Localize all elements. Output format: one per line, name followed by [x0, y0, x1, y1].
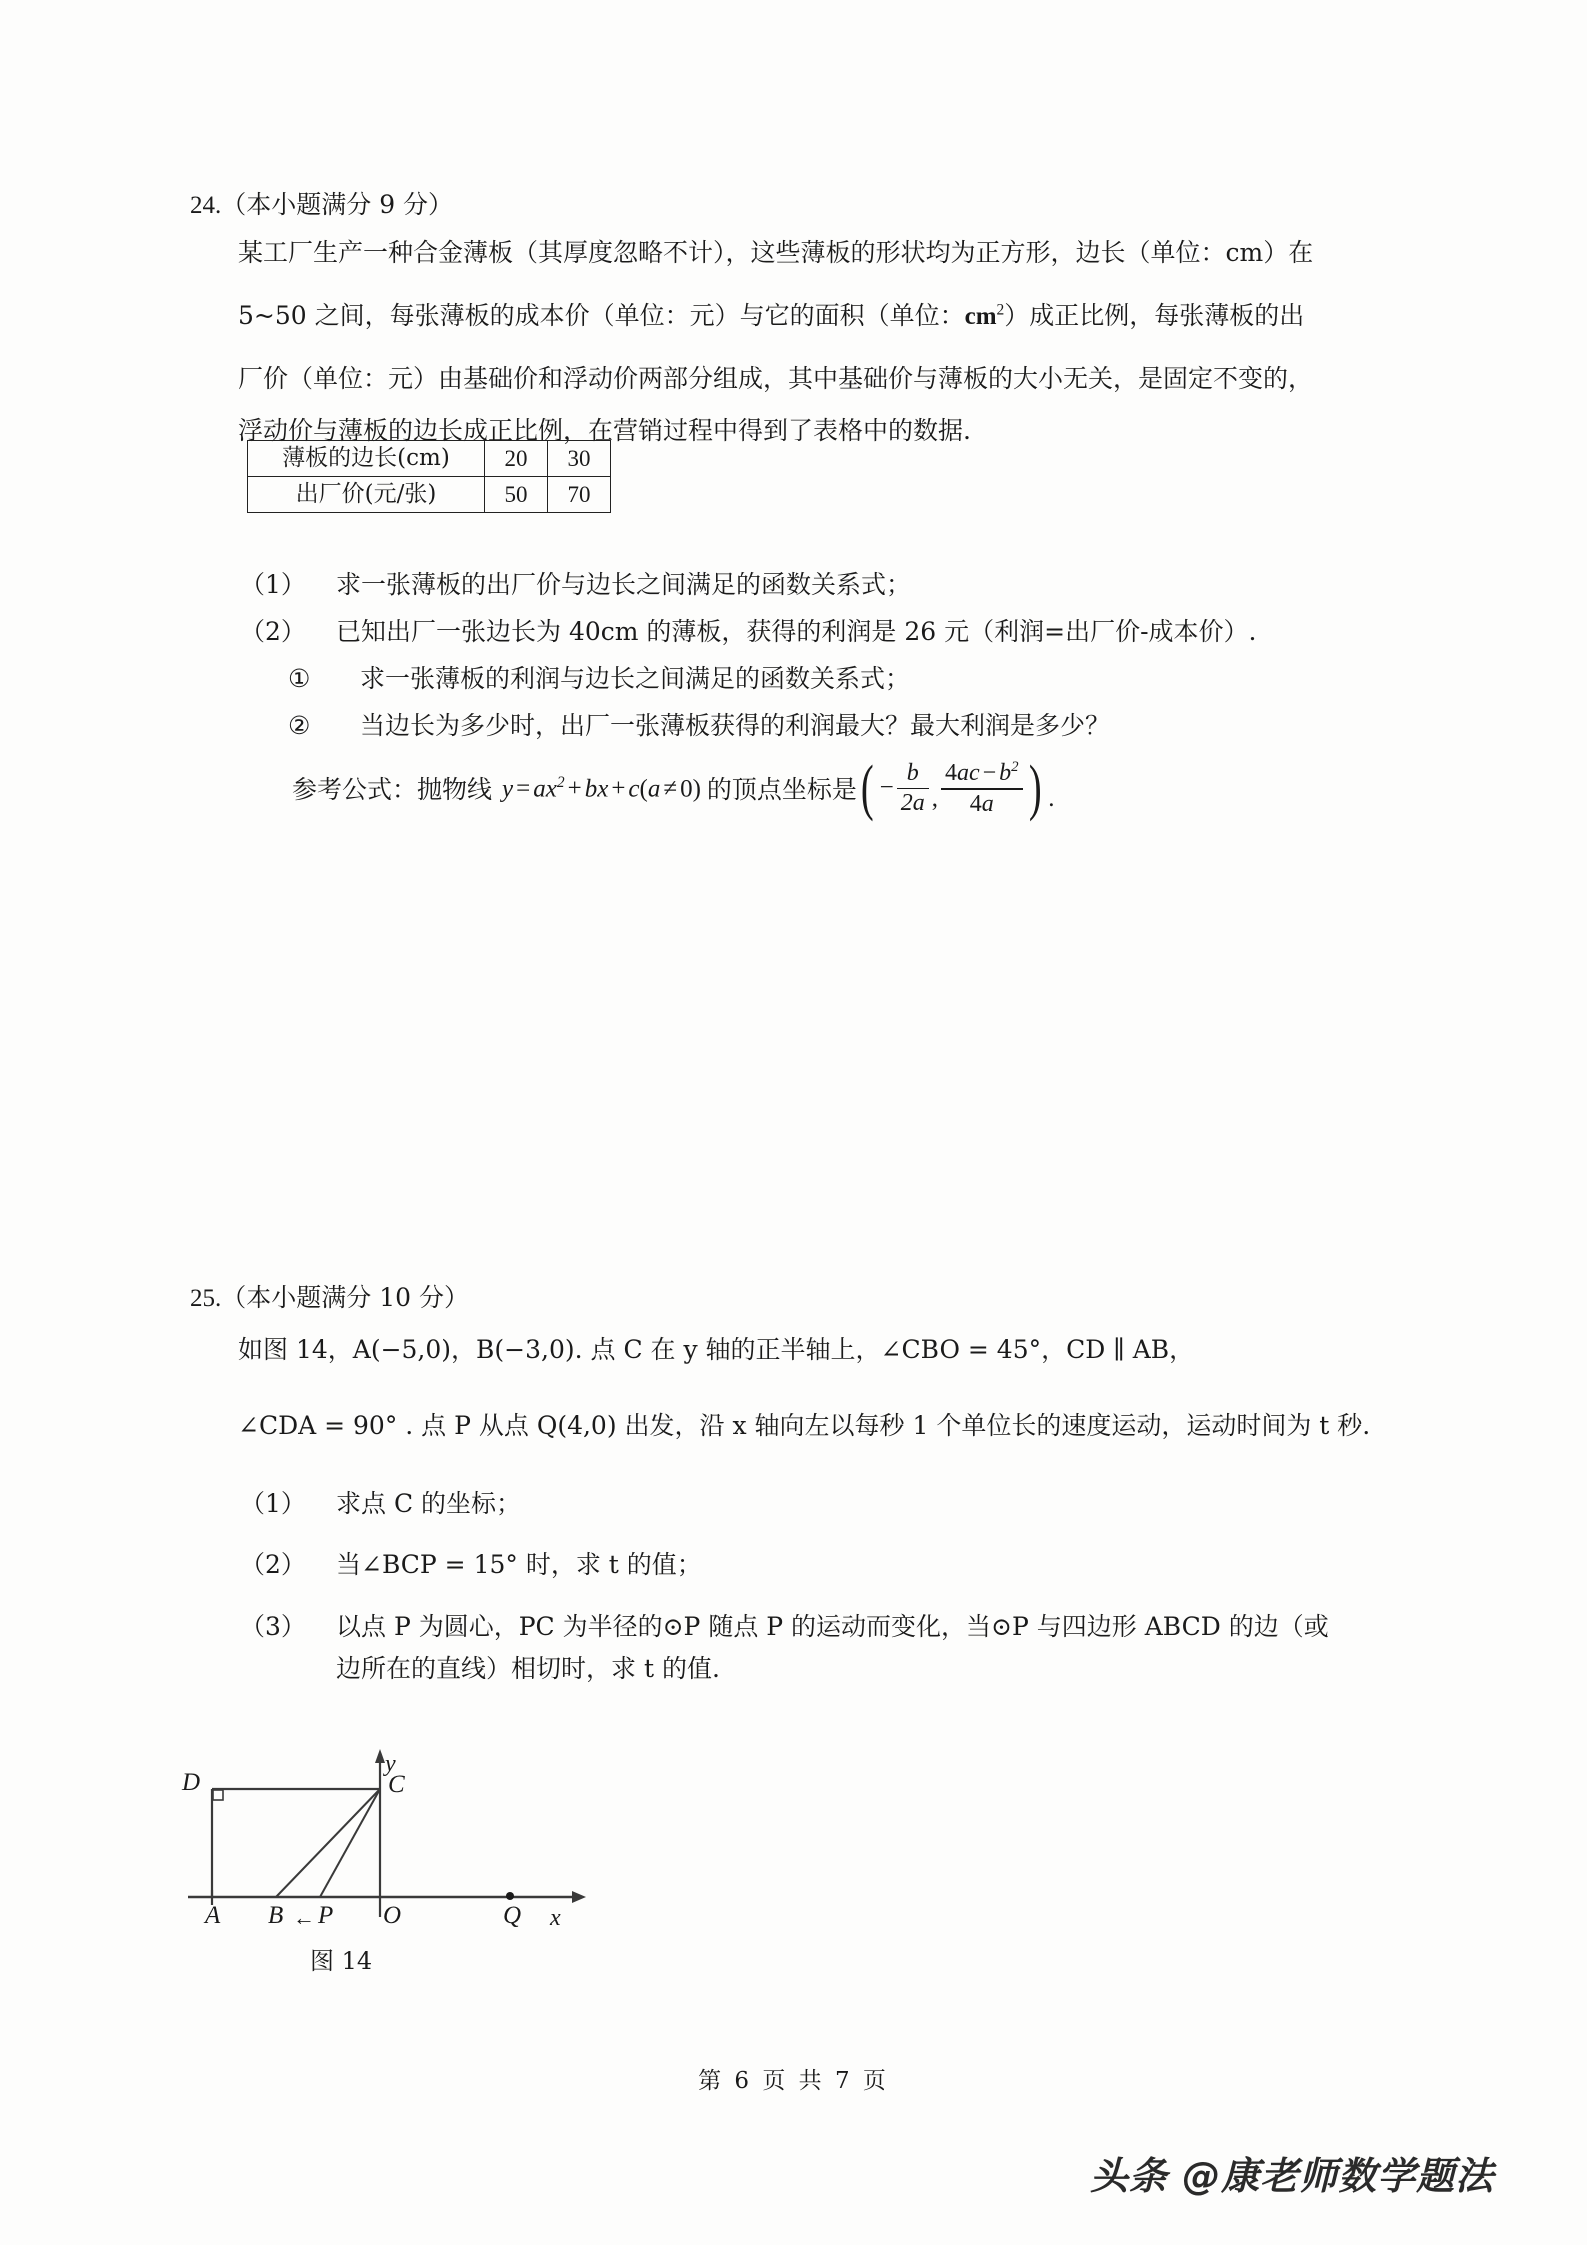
right-angle-mark-D — [213, 1790, 223, 1800]
problem-25-item-2 — [240, 1545, 702, 1581]
problem-24-body-line-3: 厂价（单位：元）由基础价和浮动价两部分组成，其中基础价与薄板的大小无关，是固定不变的， — [238, 364, 1314, 393]
table-row — [248, 441, 611, 477]
figure-14 — [180, 1745, 600, 1975]
vertex-y-fraction — [941, 760, 1023, 817]
left-paren: ( — [860, 754, 874, 823]
figure-label-P: P — [318, 1902, 334, 1929]
item-3-text: 以点 P 为圆心，PC 为半径的⊙P 随点 P 的运动而变化，当⊙P 与四边形 ABCD 的边（或 — [336, 1612, 1329, 1641]
item-1-text: 求一张薄板的出厂价与边长之间满足的函数关系式； — [336, 570, 912, 599]
problem-24-item-circled-2 — [288, 706, 1110, 742]
vertex-x-denominator: 2a — [900, 790, 925, 817]
problem-24-body-line-4: 浮动价与薄板的边长成正比例，在营销过程中得到了表格中的数据. — [238, 416, 971, 445]
body-line-2-part-b: ）成正比例，每张薄板的出 — [1004, 301, 1305, 330]
vertex-x-numerator: b — [906, 759, 919, 786]
problem-24-item-1 — [240, 565, 911, 601]
item-2-text: 已知出厂一张边长为 40cm 的薄板，获得的利润是 26 元（利润=出厂价-成本价）. — [336, 617, 1257, 646]
figure-label-C: C — [388, 1771, 405, 1798]
problem-25-number: 25. — [190, 1285, 222, 1312]
item-circled-2-text: 当边长为多少时，出厂一张薄板获得的利润最大？最大利润是多少？ — [360, 711, 1111, 740]
problem-25-item-3 — [240, 1607, 1329, 1643]
problem-25-header-text: （本小题满分 10 分） — [221, 1283, 469, 1312]
figure-label-y-axis: y — [385, 1751, 396, 1777]
problem-25-heading — [190, 1278, 469, 1314]
item-2-mark: （2） — [240, 617, 306, 646]
item-1-mark: （1） — [240, 570, 306, 599]
fraction-bar — [897, 788, 929, 790]
problem-24-body-line-2 — [238, 300, 1304, 332]
figure-label-O: O — [383, 1902, 402, 1929]
right-paren: ) — [1028, 754, 1042, 823]
item-1-text: 求点 C 的坐标； — [336, 1489, 522, 1518]
point-Q-dot — [506, 1892, 514, 1900]
left-arrow-icon: ← — [293, 1905, 315, 1930]
watermark: 头条 @康老师数学题法 — [1090, 2154, 1495, 2198]
row-1-label: 出厂价(元/张) — [248, 477, 485, 513]
problem-25-item-3-continued — [336, 1649, 720, 1685]
item-circled-1-mark: ① — [288, 664, 311, 693]
formula-tail: . — [1048, 784, 1055, 812]
body-line-2-part-a: 5~50 之间，每张薄板的成本价（单位：元）与它的面积（单位： — [238, 301, 965, 330]
reference-formula: 参考公式：抛物线 $y = ax^2$ + bx + c(a ≠ 0) 的顶点坐标是 ( − $\frac{b}{2a}$ , $\frac{4ac - b^2}{4a}$ ) . — [292, 760, 1058, 817]
fraction-bar — [941, 788, 1023, 790]
page-footer: 第 6 页 共 7 页 — [698, 2068, 889, 2094]
figure-caption: 图 14 — [310, 1947, 373, 1975]
figure-label-B: B — [268, 1902, 284, 1929]
item-1-mark: （1） — [240, 1489, 306, 1518]
unit-cm: cm — [964, 303, 997, 330]
item-2-text: 当∠BCP = 15° 时，求 t 的值； — [336, 1550, 702, 1579]
unit-cm-exponent: 2 — [996, 301, 1005, 319]
problem-25-body-line-2: ∠CDA = 90° . 点 P 从点 Q(4,0) 出发，沿 x 轴向左以每秒 1 个单位长的速度运动，运动时间为 t 秒. — [238, 1411, 1371, 1440]
板材数据表 — [247, 440, 611, 513]
problem-24-body-line-1: 某工厂生产一种合金薄板（其厚度忽略不计），这些薄板的形状均为正方形，边长（单位：cm）在 — [238, 238, 1314, 267]
problem-24-item-2 — [240, 612, 1256, 648]
formula-lead: 参考公式：抛物线 — [292, 775, 493, 805]
figure-label-A: A — [205, 1902, 221, 1929]
row-1-value-0: 50 — [485, 477, 548, 513]
item-3-mark: （3） — [240, 1612, 306, 1641]
vertex-y-denominator: 4a — [969, 790, 994, 817]
formula-mid: 的顶点坐标是 — [706, 775, 857, 805]
figure-label-Q: Q — [503, 1902, 522, 1929]
problem-24-header-text: （本小题满分 9 分） — [221, 190, 454, 219]
table-row — [248, 477, 611, 513]
y-axis-arrow — [375, 1749, 385, 1763]
vertex-y-numerator: $4ac - b^2$ — [944, 759, 1019, 786]
row-0-label: 薄板的边长(cm) — [248, 441, 485, 477]
problem-24-item-circled-1 — [288, 659, 910, 695]
x-axis-arrow — [572, 1891, 586, 1903]
formula-equation: $y = ax^2$ + bx + c(a ≠ 0) — [502, 773, 701, 803]
vertex-x-fraction — [897, 761, 929, 817]
row-1-value-1: 70 — [548, 477, 611, 513]
item-circled-1-text: 求一张薄板的利润与边长之间满足的函数关系式； — [360, 664, 911, 693]
row-0-value-1: 30 — [548, 441, 611, 477]
problem-25-body-line-1: 如图 14，A(−5,0)，B(−3,0). 点 C 在 y 轴的正半轴上，∠CBO = 45°，CD ∥ AB， — [238, 1335, 1195, 1364]
problem-24-heading — [190, 185, 453, 221]
problem-24-number: 24. — [190, 192, 222, 219]
figure-label-x-axis: x — [550, 1905, 561, 1931]
item-circled-2-mark: ② — [288, 711, 311, 740]
figure-label-D: D — [182, 1769, 201, 1796]
row-0-value-0: 20 — [485, 441, 548, 477]
item-2-mark: （2） — [240, 1550, 306, 1579]
problem-25-item-1 — [240, 1484, 521, 1520]
item-3-continued-text: 边所在的直线）相切时，求 t 的值. — [336, 1654, 720, 1683]
